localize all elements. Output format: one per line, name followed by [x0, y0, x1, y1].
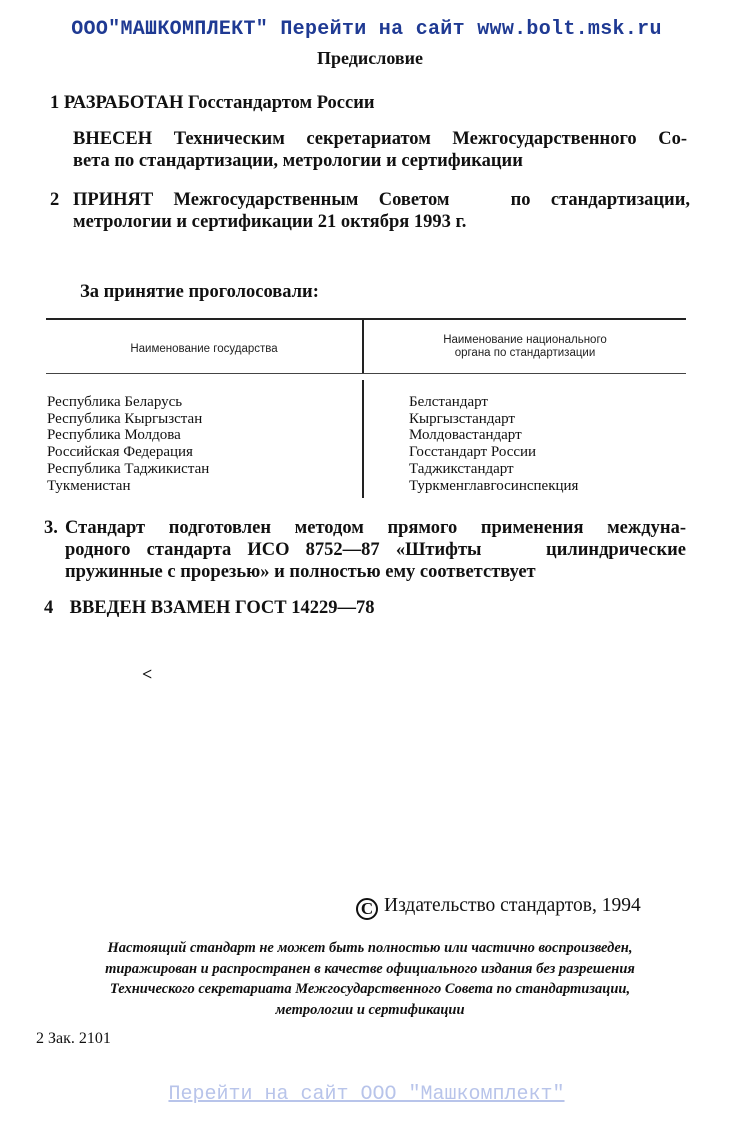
- table-row-organ: Таджикстандарт: [409, 460, 514, 477]
- item-3-number: 3.: [44, 518, 58, 538]
- table-header-rule: [46, 373, 686, 374]
- table-row-state: Российская Федерация: [47, 444, 193, 461]
- col-header-organ-line2: органа по стандартизации: [454, 347, 596, 359]
- page-title: Предисловие: [317, 48, 423, 68]
- item-introduced: [73, 128, 687, 172]
- table-row-state: Республика Таджикистан: [47, 460, 210, 477]
- item-3-line1: Стандарт подготовлен методом прямого применения междуна-: [65, 518, 686, 538]
- item-introduced-line1: ВНЕСЕН Техническим секретариатом Межгосударственного Со-: [73, 129, 687, 149]
- table-row-organ: Туркменглавгосинспекция: [409, 477, 579, 494]
- table-body-divider: [362, 380, 364, 498]
- item-4: [44, 597, 375, 619]
- stray-mark: <: [142, 664, 153, 684]
- copyright-icon: C: [356, 898, 378, 920]
- item-3-line2: родного стандарта ИСО 8752—87 «Штифты цилиндрические: [65, 540, 686, 560]
- table-row-organ: Белстандарт: [409, 394, 488, 410]
- copyright: [356, 895, 641, 920]
- state-column: [47, 394, 209, 494]
- site-banner-link[interactable]: ООО"МАШКОМПЛЕКТ" Перейти на сайт www.bolt.msk.ru: [71, 18, 662, 41]
- organ-column: [409, 394, 578, 494]
- item-4-number: 4: [44, 598, 54, 618]
- table-top-rule: [46, 318, 686, 320]
- table-row-state: Республика Кыргызстан: [47, 410, 203, 427]
- item-1-text: РАЗРАБОТАН Госстандартом России: [63, 93, 375, 113]
- table-row-state: Республика Беларусь: [47, 394, 183, 410]
- table-row-state: Республика Молдова: [47, 427, 181, 444]
- item-4-text: ВВЕДЕН ВЗАМЕН ГОСТ 14229—78: [69, 598, 375, 618]
- table-row-organ: Госстандарт России: [409, 444, 537, 461]
- table-row-state: Тукменистан: [47, 477, 131, 494]
- footer-site-link[interactable]: Перейти на сайт ООО "Машкомплект": [168, 1083, 565, 1106]
- notice-line4: метрологии и сертификации: [275, 1001, 465, 1018]
- notice-line3: Технического секретариата Межгосударственного Совета по стандартизации,: [109, 981, 631, 997]
- item-2-line2: метрологии и сертификации 21 октября 1993 г.: [73, 212, 467, 232]
- vote-title: За принятие проголосовали:: [80, 282, 319, 302]
- item-2-line1: ПРИНЯТ Межгосударственным Советом по стандартизации,: [73, 190, 690, 210]
- table-row-organ: Молдовастандарт: [409, 427, 522, 444]
- table-row-organ: Кыргызстандарт: [409, 410, 515, 427]
- col-header-organ-line1: Наименование национального: [443, 334, 607, 346]
- item-introduced-line2: вета по стандартизации, метрологии и сертификации: [73, 151, 523, 171]
- item-2-number: 2: [50, 190, 60, 210]
- col-header-state: Наименование государства: [130, 343, 278, 355]
- item-1-number: 1: [50, 93, 60, 113]
- order-number: 2 Зак. 2101: [36, 1030, 111, 1047]
- item-2: [50, 189, 690, 233]
- item-1: [50, 92, 375, 114]
- item-3-line3: пружинные с прорезью» и полностью ему соответствует: [65, 562, 536, 582]
- col-header-organ: [364, 334, 686, 360]
- notice-line2: тиражирован и распространен в качестве официального издания без разрешения: [105, 960, 635, 977]
- reproduction-notice: [30, 938, 710, 1020]
- notice-line1: Настоящий стандарт не может быть полностью или частично воспроизведен,: [107, 940, 633, 956]
- item-3: [44, 517, 686, 583]
- copyright-text: Издательство стандартов, 1994: [384, 895, 641, 916]
